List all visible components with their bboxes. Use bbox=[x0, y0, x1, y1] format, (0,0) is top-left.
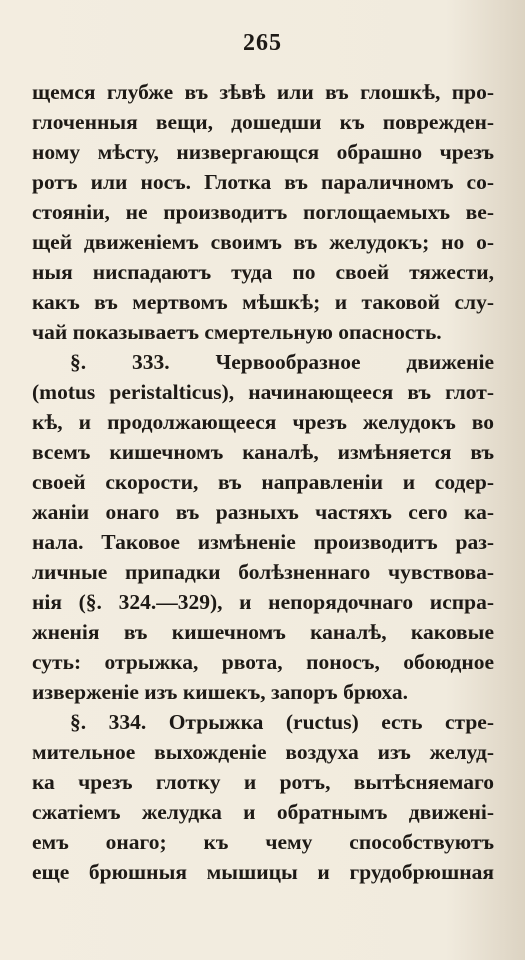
text-line: сжатіемъ желудка и обратнымъ движені- bbox=[32, 800, 494, 824]
text-line: нала. Таковое измѣненіе производитъ раз- bbox=[32, 530, 494, 554]
text-line: щей движеніемъ своимъ въ желудокъ; но о- bbox=[32, 230, 494, 254]
text-line: какъ въ мертвомъ мѣшкѣ; и таковой слу- bbox=[32, 290, 494, 314]
text-line: чай показываетъ смертельную опасность. bbox=[32, 320, 442, 344]
text-line: (motus peristalticus), начинающееся въ глот- bbox=[32, 380, 494, 404]
text-line: мительное выхожденіе воздуха изъ желуд- bbox=[32, 740, 494, 764]
text-line: своей скорости, въ направленіи и содер- bbox=[32, 470, 494, 494]
text-line: глоченныя вещи, дошедши къ поврежден- bbox=[32, 110, 494, 134]
section-heading-334: §. 334. Отрыжка (ructus) есть стре- bbox=[70, 710, 494, 734]
text-line: ка чрезъ глотку и ротъ, вытѣсняемаго bbox=[32, 770, 494, 794]
text-line: ному мѣсту, низвергающся обрашно чрезъ bbox=[32, 140, 494, 164]
text-line: нія (§. 324.—329), и непорядочнаго испра- bbox=[32, 590, 494, 614]
text-line: стояніи, не производитъ поглощаемыхъ ве- bbox=[32, 200, 494, 224]
text-line: суть: отрыжка, рвота, поносъ, обоюдное bbox=[32, 650, 494, 674]
text-line: емъ онаго; къ чему способствуютъ bbox=[32, 830, 494, 854]
section-heading-333: §. 333. Червообразное движеніе bbox=[70, 350, 494, 374]
text-line: жаніи онаго въ разныхъ частяхъ сего ка- bbox=[32, 500, 494, 524]
text-line: ныя ниспадаютъ туда по своей тяжести, bbox=[32, 260, 494, 284]
text-line: еще брюшныя мышицы и грудобрюшная bbox=[32, 860, 494, 884]
text-line: щемся глубже въ зѣвѣ или въ глошкѣ, про- bbox=[32, 80, 494, 104]
text-line: жненія въ кишечномъ каналѣ, каковые bbox=[32, 620, 494, 644]
text-line: кѣ, и продолжающееся чрезъ желудокъ во bbox=[32, 410, 494, 434]
text-line: ротъ или носъ. Глотка въ параличномъ со- bbox=[32, 170, 494, 194]
text-line: изверженіе изъ кишекъ, запоръ брюха. bbox=[32, 680, 408, 704]
page-number: 265 bbox=[243, 30, 282, 56]
text-line: всемъ кишечномъ каналѣ, измѣняется въ bbox=[32, 440, 494, 464]
text-line: личные припадки болѣзненнаго чувствова- bbox=[32, 560, 494, 584]
